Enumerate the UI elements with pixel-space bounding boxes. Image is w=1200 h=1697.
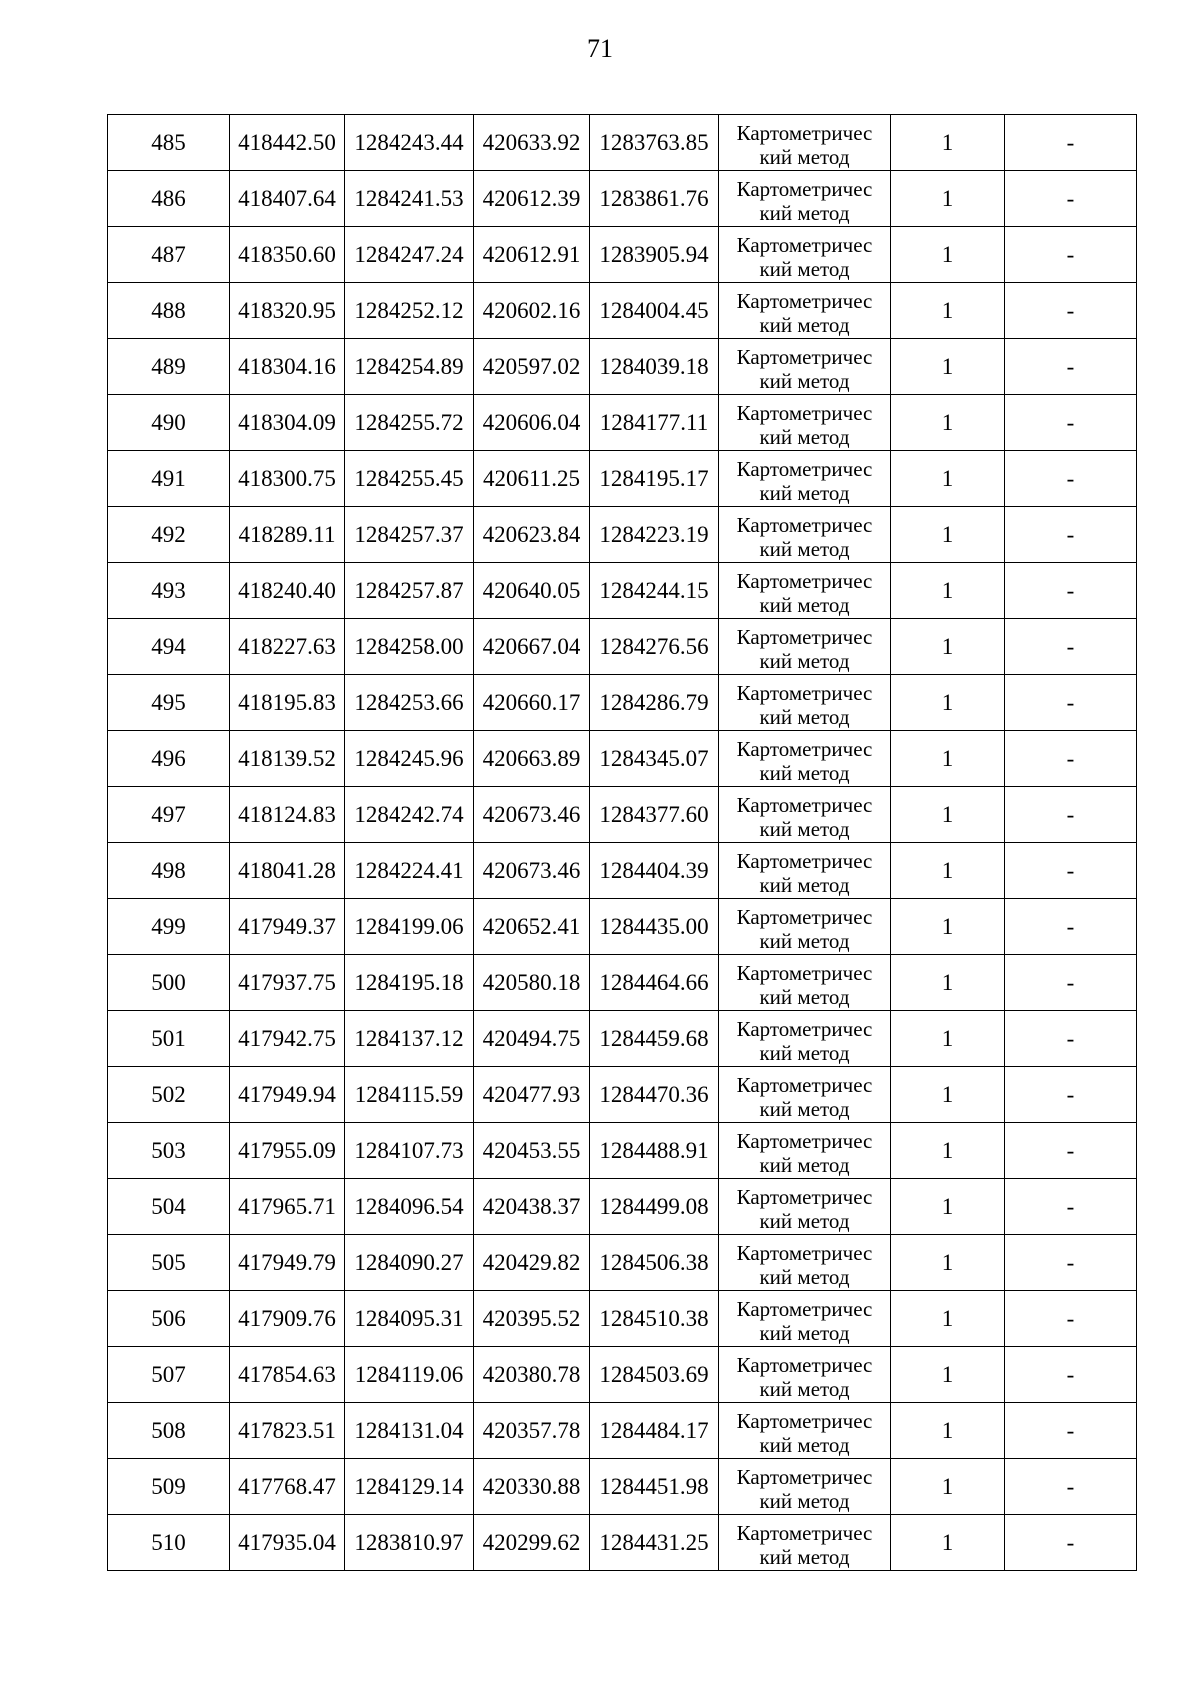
note-cell: - [1005,1067,1137,1123]
method-line-2: кий метод [759,1544,850,1569]
method-line-2: кий метод [759,1264,850,1289]
x2-coordinate-cell: 420611.25 [474,451,590,507]
method-line-2: кий метод [759,1208,850,1233]
y2-coordinate-cell: 1284177.11 [590,395,719,451]
y1-coordinate-cell: 1284252.12 [345,283,474,339]
point-number-cell: 500 [108,955,230,1011]
method-cell [719,675,891,731]
y2-coordinate-cell: 1283861.76 [590,171,719,227]
y1-coordinate-cell: 1284107.73 [345,1123,474,1179]
point-number-cell: 506 [108,1291,230,1347]
y1-coordinate-cell: 1284254.89 [345,339,474,395]
y1-coordinate-cell: 1284090.27 [345,1235,474,1291]
method-line-2: кий метод [759,704,850,729]
method-cell [719,395,891,451]
table-row [108,1179,1137,1235]
method-line-2: кий метод [759,648,850,673]
x2-coordinate-cell: 420663.89 [474,731,590,787]
y1-coordinate-cell: 1284119.06 [345,1347,474,1403]
note-cell: - [1005,731,1137,787]
method-line-2: кий метод [759,760,850,785]
method-line-2: кий метод [759,1096,850,1121]
note-cell: - [1005,1235,1137,1291]
y1-coordinate-cell: 1284258.00 [345,619,474,675]
accuracy-cell: 1 [891,1179,1005,1235]
method-line-1: Картометричес [736,1520,873,1545]
x2-coordinate-cell: 420673.46 [474,843,590,899]
x1-coordinate-cell: 418227.63 [230,619,345,675]
note-cell: - [1005,283,1137,339]
method-line-1: Картометричес [736,176,873,201]
method-line-2: кий метод [759,368,850,393]
note-cell: - [1005,955,1137,1011]
page-number: 71 [587,34,613,63]
table-row [108,1459,1137,1515]
y1-coordinate-cell: 1284137.12 [345,1011,474,1067]
method-line-2: кий метод [759,872,850,897]
method-cell [719,1011,891,1067]
accuracy-cell: 1 [891,1067,1005,1123]
x1-coordinate-cell: 417965.71 [230,1179,345,1235]
note-cell: - [1005,1515,1137,1571]
method-line-1: Картометричес [736,1128,873,1153]
y1-coordinate-cell: 1284255.72 [345,395,474,451]
table-row [108,899,1137,955]
point-number-cell: 509 [108,1459,230,1515]
y1-coordinate-cell: 1284247.24 [345,227,474,283]
x1-coordinate-cell: 418289.11 [230,507,345,563]
point-number-cell: 497 [108,787,230,843]
method-cell [719,563,891,619]
x2-coordinate-cell: 420395.52 [474,1291,590,1347]
note-cell: - [1005,339,1137,395]
point-number-cell: 487 [108,227,230,283]
method-line-2: кий метод [759,480,850,505]
table-row [108,731,1137,787]
x1-coordinate-cell: 417768.47 [230,1459,345,1515]
y1-coordinate-cell: 1284195.18 [345,955,474,1011]
method-line-1: Картометричес [736,624,873,649]
x1-coordinate-cell: 417909.76 [230,1291,345,1347]
x2-coordinate-cell: 420640.05 [474,563,590,619]
table-body [108,115,1137,1571]
note-cell: - [1005,1123,1137,1179]
table-row [108,507,1137,563]
note-cell: - [1005,899,1137,955]
y1-coordinate-cell: 1284115.59 [345,1067,474,1123]
method-line-2: кий метод [759,816,850,841]
y1-coordinate-cell: 1284095.31 [345,1291,474,1347]
note-cell: - [1005,1403,1137,1459]
note-cell: - [1005,395,1137,451]
x2-coordinate-cell: 420357.78 [474,1403,590,1459]
point-number-cell: 486 [108,171,230,227]
point-number-cell: 498 [108,843,230,899]
y2-coordinate-cell: 1284377.60 [590,787,719,843]
table-row [108,1291,1137,1347]
method-line-1: Картометричес [736,400,873,425]
method-cell [719,1403,891,1459]
y2-coordinate-cell: 1284435.00 [590,899,719,955]
accuracy-cell: 1 [891,1123,1005,1179]
x1-coordinate-cell: 417823.51 [230,1403,345,1459]
note-cell: - [1005,1179,1137,1235]
method-line-2: кий метод [759,424,850,449]
accuracy-cell: 1 [891,451,1005,507]
method-cell [719,1347,891,1403]
note-cell: - [1005,451,1137,507]
method-cell [719,787,891,843]
x2-coordinate-cell: 420580.18 [474,955,590,1011]
method-cell [719,955,891,1011]
method-cell [719,1515,891,1571]
method-cell [719,451,891,507]
method-line-2: кий метод [759,984,850,1009]
table-row [108,395,1137,451]
table-row [108,563,1137,619]
point-number-cell: 505 [108,1235,230,1291]
accuracy-cell: 1 [891,507,1005,563]
y1-coordinate-cell: 1284257.37 [345,507,474,563]
method-line-1: Картометричес [736,1352,873,1377]
x1-coordinate-cell: 418300.75 [230,451,345,507]
accuracy-cell: 1 [891,955,1005,1011]
table-row [108,171,1137,227]
y2-coordinate-cell: 1284431.25 [590,1515,719,1571]
y2-coordinate-cell: 1284223.19 [590,507,719,563]
x2-coordinate-cell: 420660.17 [474,675,590,731]
note-cell: - [1005,1011,1137,1067]
accuracy-cell: 1 [891,563,1005,619]
y1-coordinate-cell: 1284224.41 [345,843,474,899]
accuracy-cell: 1 [891,675,1005,731]
coordinates-table [107,114,1137,1571]
method-line-1: Картометричес [736,568,873,593]
point-number-cell: 507 [108,1347,230,1403]
note-cell: - [1005,675,1137,731]
x2-coordinate-cell: 420380.78 [474,1347,590,1403]
method-cell [719,1291,891,1347]
method-line-1: Картометричес [736,848,873,873]
x1-coordinate-cell: 418304.09 [230,395,345,451]
method-cell [719,171,891,227]
y2-coordinate-cell: 1283763.85 [590,115,719,171]
x1-coordinate-cell: 418304.16 [230,339,345,395]
x1-coordinate-cell: 418442.50 [230,115,345,171]
point-number-cell: 503 [108,1123,230,1179]
accuracy-cell: 1 [891,1347,1005,1403]
method-line-2: кий метод [759,1152,850,1177]
accuracy-cell: 1 [891,1459,1005,1515]
method-line-2: кий метод [759,592,850,617]
table-row [108,1515,1137,1571]
point-number-cell: 494 [108,619,230,675]
point-number-cell: 508 [108,1403,230,1459]
table-row [108,115,1137,171]
y1-coordinate-cell: 1283810.97 [345,1515,474,1571]
x1-coordinate-cell: 417955.09 [230,1123,345,1179]
method-line-2: кий метод [759,256,850,281]
method-line-1: Картометричес [736,1016,873,1041]
y2-coordinate-cell: 1284499.08 [590,1179,719,1235]
accuracy-cell: 1 [891,1235,1005,1291]
x2-coordinate-cell: 420597.02 [474,339,590,395]
x1-coordinate-cell: 418240.40 [230,563,345,619]
accuracy-cell: 1 [891,115,1005,171]
point-number-cell: 510 [108,1515,230,1571]
y1-coordinate-cell: 1284096.54 [345,1179,474,1235]
x2-coordinate-cell: 420673.46 [474,787,590,843]
table-row [108,451,1137,507]
y2-coordinate-cell: 1284004.45 [590,283,719,339]
x2-coordinate-cell: 420606.04 [474,395,590,451]
note-cell: - [1005,843,1137,899]
method-cell [719,619,891,675]
x1-coordinate-cell: 417949.79 [230,1235,345,1291]
x2-coordinate-cell: 420438.37 [474,1179,590,1235]
method-line-1: Картометричес [736,960,873,985]
y1-coordinate-cell: 1284131.04 [345,1403,474,1459]
x2-coordinate-cell: 420623.84 [474,507,590,563]
x1-coordinate-cell: 418320.95 [230,283,345,339]
method-line-1: Картометричес [736,1464,873,1489]
table-row [108,1011,1137,1067]
x2-coordinate-cell: 420429.82 [474,1235,590,1291]
accuracy-cell: 1 [891,171,1005,227]
accuracy-cell: 1 [891,1515,1005,1571]
x2-coordinate-cell: 420633.92 [474,115,590,171]
method-line-1: Картометричес [736,792,873,817]
table-row [108,1067,1137,1123]
accuracy-cell: 1 [891,899,1005,955]
x1-coordinate-cell: 417942.75 [230,1011,345,1067]
method-cell [719,339,891,395]
method-line-2: кий метод [759,1376,850,1401]
method-line-2: кий метод [759,928,850,953]
x2-coordinate-cell: 420477.93 [474,1067,590,1123]
x1-coordinate-cell: 418350.60 [230,227,345,283]
point-number-cell: 490 [108,395,230,451]
y1-coordinate-cell: 1284242.74 [345,787,474,843]
note-cell: - [1005,171,1137,227]
y2-coordinate-cell: 1284470.36 [590,1067,719,1123]
table-row [108,1235,1137,1291]
table-row [108,1403,1137,1459]
y2-coordinate-cell: 1284510.38 [590,1291,719,1347]
y2-coordinate-cell: 1284503.69 [590,1347,719,1403]
y2-coordinate-cell: 1284484.17 [590,1403,719,1459]
x2-coordinate-cell: 420667.04 [474,619,590,675]
method-cell [719,115,891,171]
x1-coordinate-cell: 418195.83 [230,675,345,731]
method-line-2: кий метод [759,200,850,225]
table-row [108,619,1137,675]
y2-coordinate-cell: 1284345.07 [590,731,719,787]
point-number-cell: 485 [108,115,230,171]
accuracy-cell: 1 [891,843,1005,899]
method-cell [719,1123,891,1179]
x1-coordinate-cell: 418407.64 [230,171,345,227]
y1-coordinate-cell: 1284245.96 [345,731,474,787]
accuracy-cell: 1 [891,731,1005,787]
accuracy-cell: 1 [891,1291,1005,1347]
x1-coordinate-cell: 418041.28 [230,843,345,899]
y1-coordinate-cell: 1284253.66 [345,675,474,731]
y2-coordinate-cell: 1284286.79 [590,675,719,731]
accuracy-cell: 1 [891,227,1005,283]
y2-coordinate-cell: 1284451.98 [590,1459,719,1515]
x2-coordinate-cell: 420612.91 [474,227,590,283]
x1-coordinate-cell: 418124.83 [230,787,345,843]
point-number-cell: 489 [108,339,230,395]
point-number-cell: 493 [108,563,230,619]
x2-coordinate-cell: 420652.41 [474,899,590,955]
method-line-1: Картометричес [736,1184,873,1209]
method-line-1: Картометричес [736,1408,873,1433]
y2-coordinate-cell: 1284039.18 [590,339,719,395]
point-number-cell: 495 [108,675,230,731]
method-line-2: кий метод [759,1488,850,1513]
method-cell [719,1179,891,1235]
y2-coordinate-cell: 1284404.39 [590,843,719,899]
point-number-cell: 491 [108,451,230,507]
method-line-1: Картометричес [736,1072,873,1097]
note-cell: - [1005,115,1137,171]
method-line-1: Картометричес [736,680,873,705]
point-number-cell: 488 [108,283,230,339]
y2-coordinate-cell: 1284459.68 [590,1011,719,1067]
accuracy-cell: 1 [891,619,1005,675]
point-number-cell: 492 [108,507,230,563]
method-line-2: кий метод [759,1432,850,1457]
method-line-1: Картометричес [736,456,873,481]
x1-coordinate-cell: 417949.37 [230,899,345,955]
note-cell: - [1005,787,1137,843]
method-line-1: Картометричес [736,344,873,369]
x2-coordinate-cell: 420299.62 [474,1515,590,1571]
accuracy-cell: 1 [891,395,1005,451]
point-number-cell: 502 [108,1067,230,1123]
point-number-cell: 496 [108,731,230,787]
method-line-1: Картометричес [736,232,873,257]
x1-coordinate-cell: 417949.94 [230,1067,345,1123]
y1-coordinate-cell: 1284255.45 [345,451,474,507]
method-cell [719,1067,891,1123]
table-row [108,843,1137,899]
y1-coordinate-cell: 1284129.14 [345,1459,474,1515]
y2-coordinate-cell: 1284506.38 [590,1235,719,1291]
method-line-1: Картометричес [736,1296,873,1321]
x2-coordinate-cell: 420330.88 [474,1459,590,1515]
table-row [108,675,1137,731]
y2-coordinate-cell: 1284276.56 [590,619,719,675]
method-line-1: Картометричес [736,736,873,761]
table-row [108,283,1137,339]
accuracy-cell: 1 [891,787,1005,843]
method-cell [719,1459,891,1515]
table-row [108,339,1137,395]
y2-coordinate-cell: 1284244.15 [590,563,719,619]
x2-coordinate-cell: 420602.16 [474,283,590,339]
point-number-cell: 501 [108,1011,230,1067]
method-cell [719,731,891,787]
note-cell: - [1005,1459,1137,1515]
x2-coordinate-cell: 420453.55 [474,1123,590,1179]
method-line-1: Картометричес [736,288,873,313]
y2-coordinate-cell: 1284195.17 [590,451,719,507]
method-line-2: кий метод [759,312,850,337]
note-cell: - [1005,227,1137,283]
x2-coordinate-cell: 420494.75 [474,1011,590,1067]
table-row [108,1347,1137,1403]
y2-coordinate-cell: 1283905.94 [590,227,719,283]
method-cell [719,843,891,899]
accuracy-cell: 1 [891,1011,1005,1067]
method-line-1: Картометричес [736,904,873,929]
table-row [108,955,1137,1011]
point-number-cell: 499 [108,899,230,955]
accuracy-cell: 1 [891,1403,1005,1459]
method-cell [719,507,891,563]
method-cell [719,283,891,339]
y1-coordinate-cell: 1284199.06 [345,899,474,955]
x1-coordinate-cell: 417937.75 [230,955,345,1011]
accuracy-cell: 1 [891,339,1005,395]
note-cell: - [1005,563,1137,619]
method-line-1: Картометричес [736,120,873,145]
accuracy-cell: 1 [891,283,1005,339]
method-line-1: Картометричес [736,1240,873,1265]
method-line-1: Картометричес [736,512,873,537]
y1-coordinate-cell: 1284241.53 [345,171,474,227]
method-cell [719,1235,891,1291]
y1-coordinate-cell: 1284243.44 [345,115,474,171]
method-line-2: кий метод [759,144,850,169]
method-line-2: кий метод [759,1320,850,1345]
table-row [108,1123,1137,1179]
note-cell: - [1005,1347,1137,1403]
x1-coordinate-cell: 417854.63 [230,1347,345,1403]
method-cell [719,227,891,283]
x1-coordinate-cell: 417935.04 [230,1515,345,1571]
point-number-cell: 504 [108,1179,230,1235]
table-row [108,787,1137,843]
note-cell: - [1005,619,1137,675]
note-cell: - [1005,1291,1137,1347]
x1-coordinate-cell: 418139.52 [230,731,345,787]
y2-coordinate-cell: 1284488.91 [590,1123,719,1179]
y1-coordinate-cell: 1284257.87 [345,563,474,619]
x2-coordinate-cell: 420612.39 [474,171,590,227]
method-line-2: кий метод [759,1040,850,1065]
method-line-2: кий метод [759,536,850,561]
method-cell [719,899,891,955]
table-row [108,227,1137,283]
y2-coordinate-cell: 1284464.66 [590,955,719,1011]
note-cell: - [1005,507,1137,563]
